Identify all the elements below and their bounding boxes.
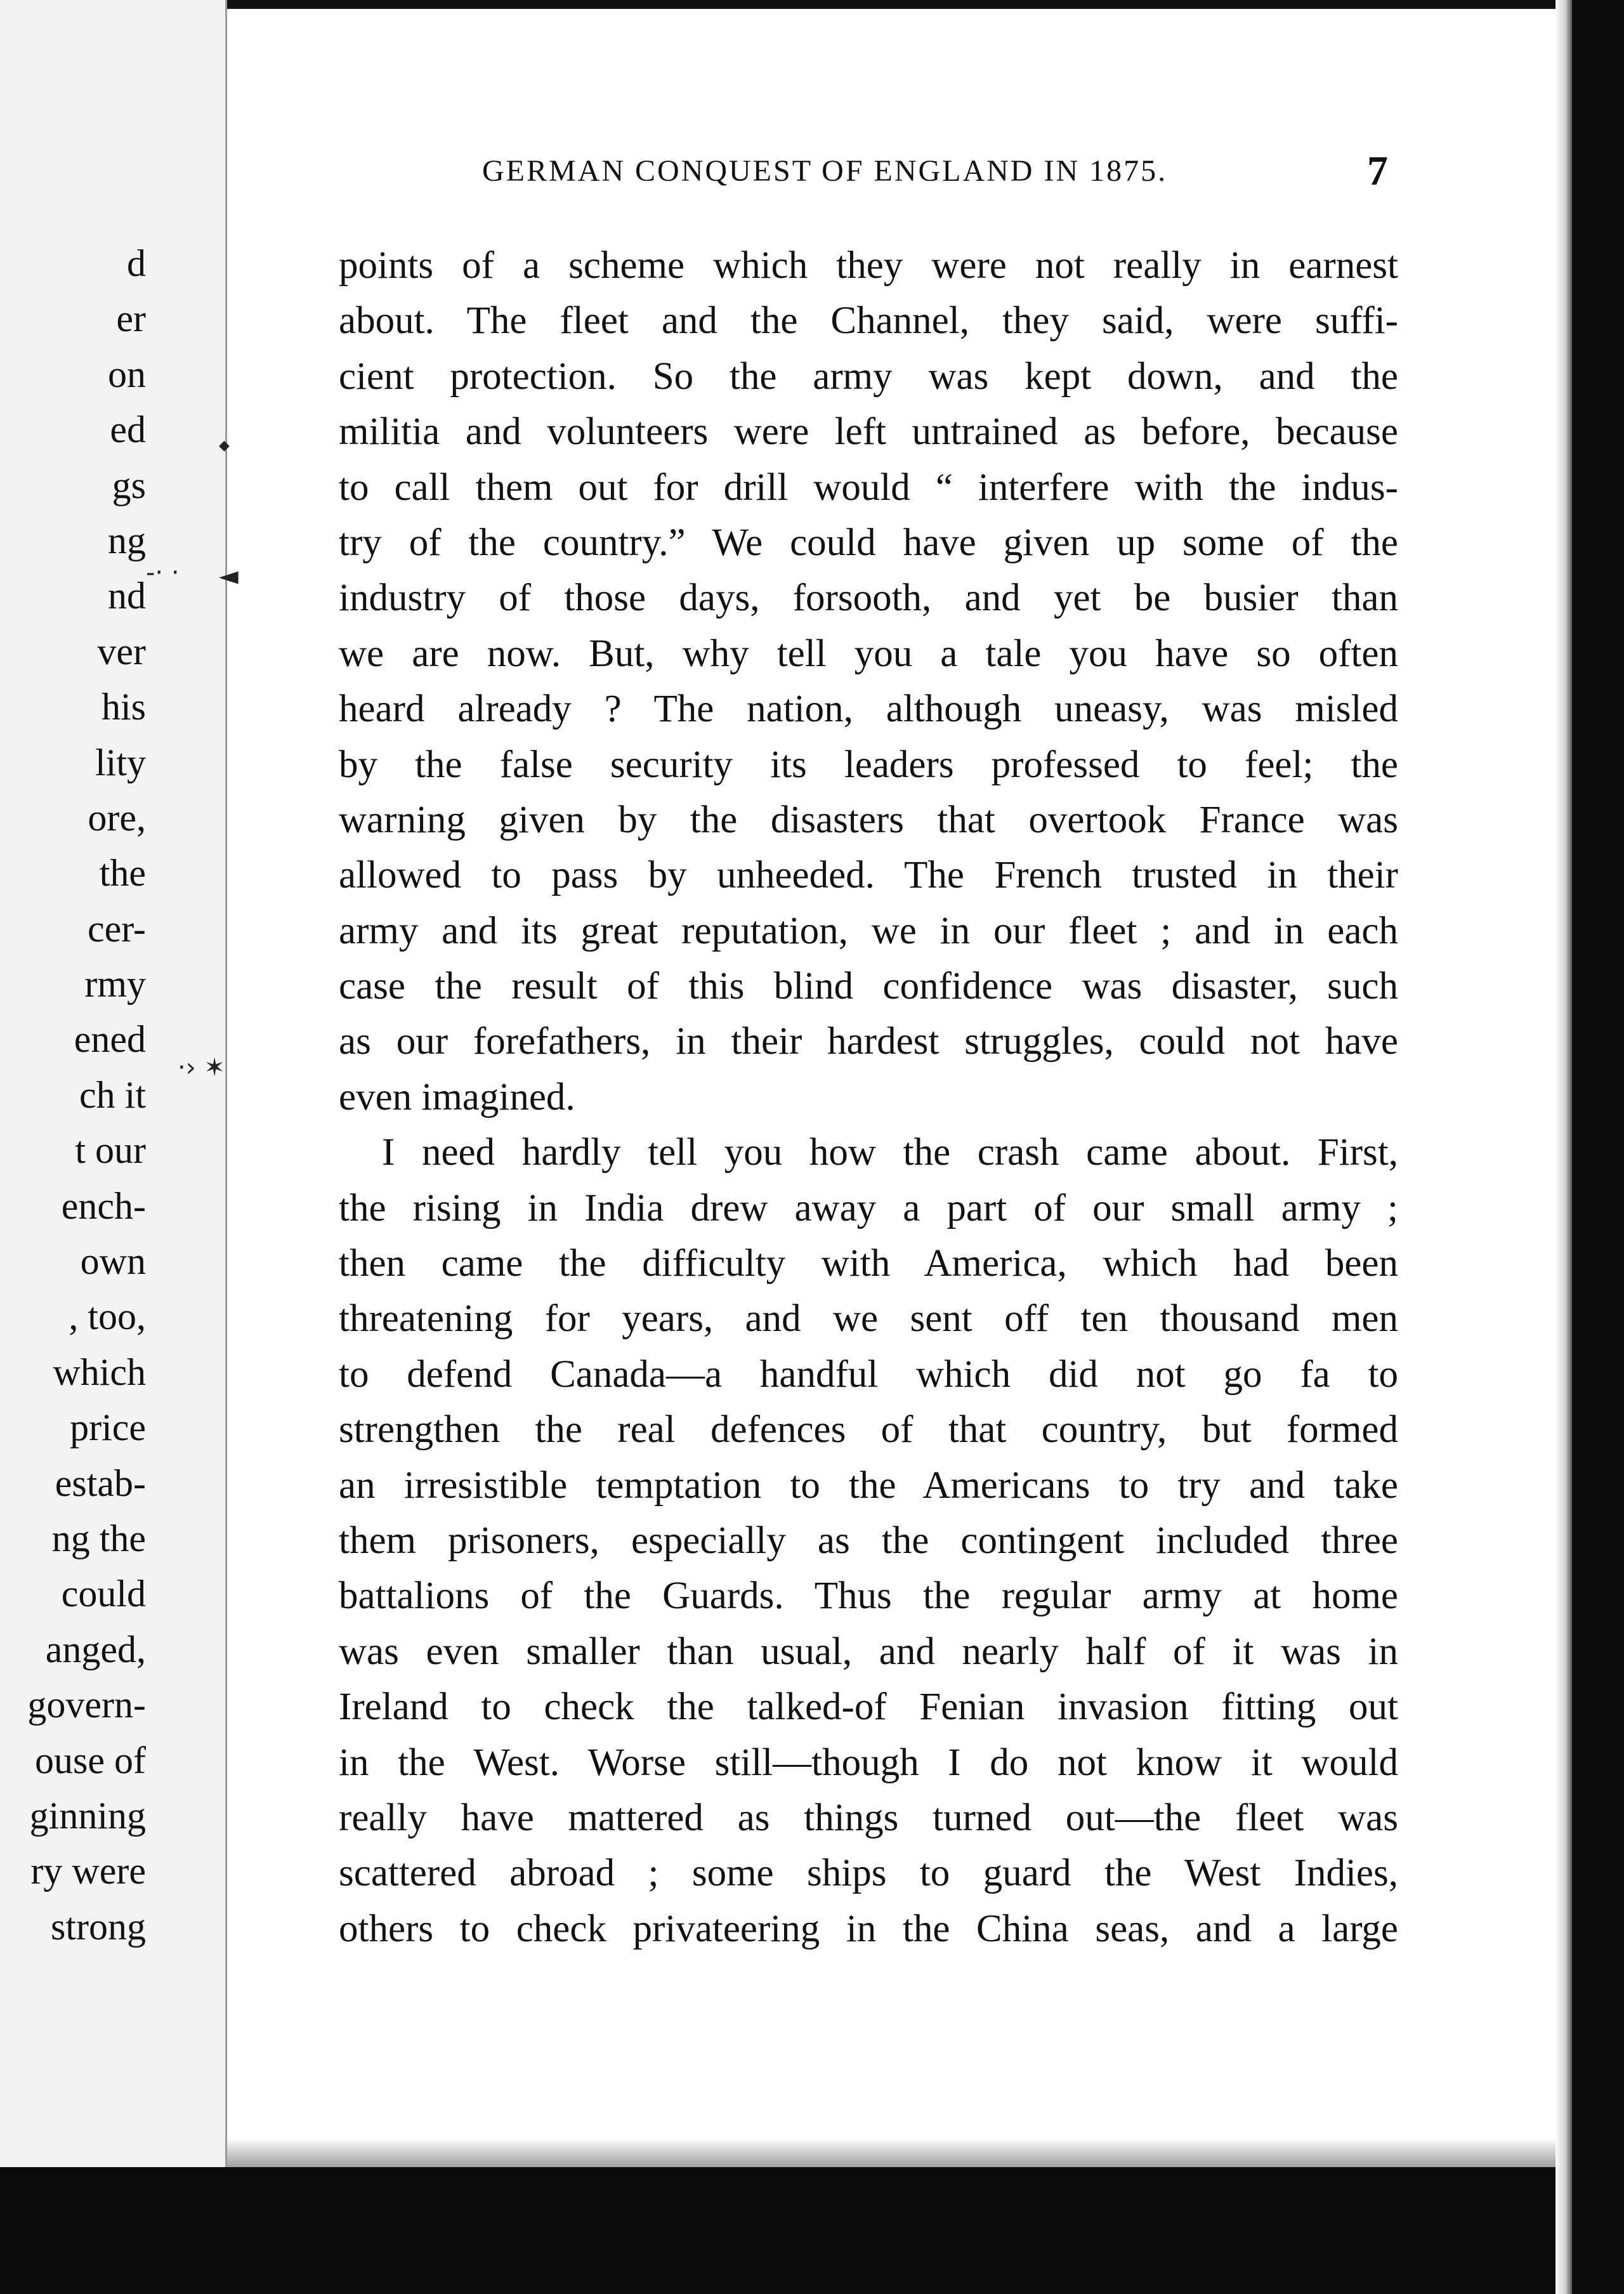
text-line: points of a scheme which they were not really in earnest bbox=[339, 244, 1398, 287]
text-line: warning given by the disasters that overtook France was bbox=[339, 798, 1398, 841]
facing-page-fragment: lity bbox=[95, 741, 146, 783]
text-line: by the false security its leaders professed to feel; the bbox=[339, 743, 1398, 786]
facing-page-fragment: gs bbox=[112, 464, 146, 506]
gutter-arrow-mark: ◄ bbox=[219, 561, 239, 591]
text-line: army and its great reputation, we in our fleet ; and in each bbox=[339, 909, 1398, 952]
text-line: industry of those days, forsooth, and yet be busier than bbox=[339, 577, 1398, 620]
facing-page-fragment: rmy bbox=[84, 963, 146, 1006]
text-line: battalions of the Guards. Thus the regular army at home bbox=[339, 1575, 1398, 1618]
scan-right-edge bbox=[1572, 0, 1624, 2294]
facing-page-fragment: ed bbox=[110, 409, 146, 451]
text-line: Ireland to check the talked-of Fenian invasion fitting out bbox=[339, 1686, 1398, 1729]
text-line: cient protection. So the army was kept down, and the bbox=[339, 355, 1398, 398]
page-number: 7 bbox=[1367, 148, 1388, 194]
facing-page-fragment: the bbox=[99, 852, 146, 895]
text-line: them prisoners, especially as the contingent included three bbox=[339, 1519, 1398, 1562]
facing-page-left bbox=[0, 0, 227, 2167]
facing-page-text-fragments bbox=[0, 236, 146, 1955]
facing-page-fragment: own bbox=[80, 1240, 146, 1283]
text-line: the rising in India drew away a part of our small army ; bbox=[339, 1186, 1398, 1229]
scan-bottom-edge bbox=[0, 2167, 1624, 2294]
text-line: others to check privateering in the China seas, and a large bbox=[339, 1907, 1398, 1950]
text-line: then came the difficulty with America, which had been bbox=[339, 1242, 1398, 1285]
text-line: we are now. But, why tell you a tale you have so often bbox=[339, 632, 1398, 675]
text-line: I need hardly tell you how the crash came about. First, bbox=[382, 1131, 1398, 1174]
text-line: to call them out for drill would “ interfere with the indus- bbox=[339, 466, 1398, 509]
facing-page-fragment: estab- bbox=[55, 1462, 146, 1504]
text-line: militia and volunteers were left untrained as before, because bbox=[339, 410, 1398, 454]
text-line: to defend Canada—a handful which did not go fa to bbox=[339, 1353, 1398, 1396]
gutter-smudge-mark: -· · bbox=[146, 558, 180, 587]
facing-page-fragment: ore, bbox=[88, 796, 146, 839]
text-line: an irresistible temptation to the Americans to try and take bbox=[339, 1464, 1398, 1507]
text-line: was even smaller than usual, and nearly half of it was in bbox=[339, 1630, 1398, 1673]
facing-page-fragment: govern- bbox=[27, 1684, 146, 1726]
facing-page-fragment: ench- bbox=[61, 1184, 146, 1227]
scan-top-edge bbox=[0, 0, 1624, 9]
facing-page-fragment: ver bbox=[97, 630, 146, 672]
facing-page-fragment: ch it bbox=[79, 1073, 146, 1116]
facing-page-fragment: ng the bbox=[51, 1517, 146, 1559]
page-bottom-shadow bbox=[225, 2138, 1557, 2168]
text-line: even imagined. bbox=[339, 1075, 575, 1118]
page-right-shadow bbox=[1555, 0, 1572, 2294]
facing-page-fragment: t our bbox=[75, 1129, 146, 1172]
text-line: about. The fleet and the Channel, they said, were suffi- bbox=[339, 299, 1398, 343]
facing-page-fragment: anged, bbox=[45, 1628, 146, 1670]
gutter-dot-mark: ◆ bbox=[219, 438, 230, 454]
facing-page-fragment: , too, bbox=[69, 1295, 146, 1338]
facing-page-fragment: cer- bbox=[87, 907, 146, 950]
facing-page-fragment: strong bbox=[51, 1905, 146, 1948]
facing-page-fragment: ginning bbox=[29, 1794, 146, 1837]
text-line: threatening for years, and we sent off ten thousand men bbox=[339, 1297, 1398, 1340]
text-line: heard already ? The nation, although uneasy, was misled bbox=[339, 688, 1398, 731]
facing-page-fragment: on bbox=[108, 353, 146, 395]
running-header: GERMAN CONQUEST OF ENGLAND IN 1875. bbox=[482, 154, 1168, 188]
text-line: in the West. Worse still—though I do not know it would bbox=[339, 1741, 1398, 1784]
facing-page-fragment: could bbox=[61, 1573, 146, 1615]
facing-page-fragment: which bbox=[53, 1351, 146, 1393]
text-line: allowed to pass by unheeded. The French trusted in their bbox=[339, 854, 1398, 897]
text-line: try of the country.” We could have given up some of the bbox=[339, 521, 1398, 564]
facing-page-fragment: ouse of bbox=[35, 1739, 146, 1781]
facing-page-fragment: ng bbox=[108, 519, 146, 561]
facing-page-fragment: price bbox=[70, 1406, 146, 1449]
text-line: scattered abroad ; some ships to guard the West Indies, bbox=[339, 1852, 1398, 1895]
text-line: strengthen the real defences of that country, but formed bbox=[339, 1408, 1398, 1452]
facing-page-fragment: ry were bbox=[30, 1850, 146, 1892]
text-line: really have mattered as things turned out—the fleet was bbox=[339, 1796, 1398, 1839]
facing-page-fragment: ened bbox=[74, 1018, 146, 1061]
facing-page-fragment: d bbox=[127, 242, 146, 284]
facing-page-fragment: his bbox=[101, 686, 146, 728]
gutter-blot-mark: ·› ✶ bbox=[178, 1053, 225, 1082]
facing-page-fragment: er bbox=[116, 298, 146, 340]
body-text bbox=[339, 238, 1398, 1956]
facing-page-fragment: nd bbox=[108, 575, 146, 617]
paragraph bbox=[339, 1125, 1398, 1956]
text-line: case the result of this blind confidence was disaster, such bbox=[339, 965, 1398, 1008]
text-line: as our forefathers, in their hardest struggles, could not have bbox=[339, 1020, 1398, 1063]
paragraph bbox=[339, 238, 1398, 1125]
